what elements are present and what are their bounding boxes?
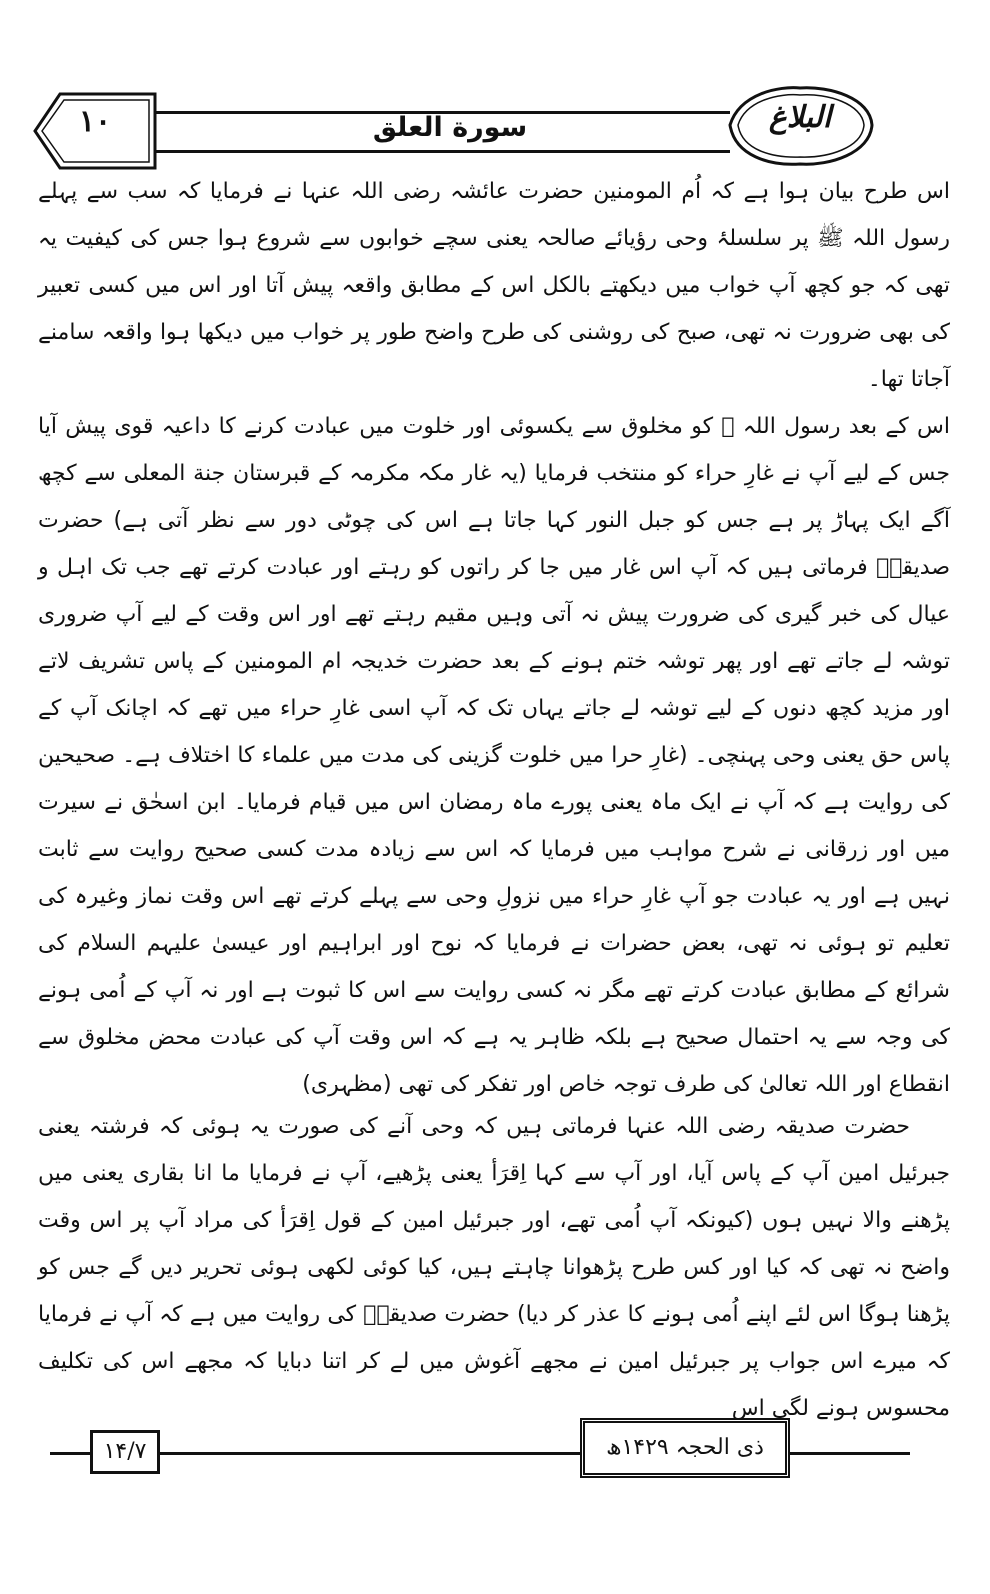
footer-rule [50, 1452, 90, 1455]
header-rule-bottom [150, 150, 730, 153]
volume-number: ۱۴/۷ [90, 1430, 160, 1474]
paragraph: اس طرح بیان ہوا ہے کہ اُم المومنین حضرت عائشہ رضی اللہ عنہا نے فرمایا کہ سب سے پہلے رسول اللہ ﷺ پر سلسلۂ وحی رؤیائے صالحہ یعنی سچے خوابوں سے شروع ہوا جس کی کیفیت یہ تھی کہ جو کچھ آپ خواب میں دیکھتے بالکل اس کے مطابق واقعہ پیش آتا اور اس میں کسی تعبیر کی بھی ضرورت نہ تھی، صبح کی روشنی کی طرح واضح طور پر خواب میں دیکھا ہوا واقعہ سامنے آجاتا تھا۔ [38, 179, 950, 392]
footer-rule [160, 1452, 580, 1455]
surah-title: سورة العلق [372, 112, 528, 143]
paragraph: حضرت صدیقہ رضی اللہ عنہا فرماتی ہیں کہ وحی آنے کی صورت یہ ہوئی کہ فرشتہ یعنی جبرئیل امین آپ کے پاس آیا، اور آپ سے کہا اِقرَأ یعنی پڑھیے، آپ نے فرمایا ما انا بقاری یعنی میں پڑھنے والا نہیں ہوں (کیونکہ آپ اُمی تھے، اور جبرئیل امین کے قول اِقرَأ کی مراد آپ پر اس وقت واضح نہ تھی کہ کیا اور کس طرح پڑھوانا چاہتے ہیں، کیا کوئی لکھی ہوئی تحریر دیں گے جس کو پڑھنا ہوگا اس لئے اپنے اُمی ہونے کا عذر کر دیا) حضرت صدیقہؓ کی روایت میں ہے کہ آپ نے فرمایا کہ میرے اس جواب پر جبرئیل امین نے مجھے آغوش میں لے کر اتنا دبایا کہ مجھے اس کی تکلیف محسوس ہونے لگی اس [38, 1114, 950, 1421]
body-text-section-2 [38, 1103, 950, 1432]
body-text-section-1 [38, 168, 950, 1108]
publication-logo: البلاغ [768, 100, 832, 135]
paragraph: اس کے بعد رسول اللہ ﷺ کو مخلوق سے یکسوئی اور خلوت میں عبادت کرنے کا داعیہ قوی پیش آیا جس کے لیے آپ نے غارِ حراء کو منتخب فرمایا (یہ غار مکہ مکرمہ کے قبرستان جنة المعلی سے کچھ آگے ایک پہاڑ پر ہے جس کو جبل النور کہا جاتا ہے اس کی چوٹی دور سے نظر آتی ہے) حضرت صدیقہؓ فرماتی ہیں کہ آپ اس غار میں جا کر راتوں کو رہتے اور عبادت کرتے تھے جب تک اہل و عیال کی خبر گیری کی ضرورت پیش نہ آتی وہیں مقیم رہتے تھے اور اس وقت کے لیے آپ ضروری توشہ لے جاتے تھے اور پھر توشہ ختم ہونے کے بعد حضرت خدیجہ ام المومنین کے پاس تشریف لاتے اور مزید کچھ دنوں کے لیے توشہ لے جاتے یہاں تک کہ آپ اسی غارِ حراء میں تھے کہ اچانک آپ کے پاس حق یعنی وحی پہنچی۔ (غارِ حرا میں خلوت گزینی کی مدت میں علماء کا اختلاف ہے۔ صحیحین کی روایت ہے کہ آپ نے ایک ماہ یعنی پورے ماہ رمضان اس میں قیام فرمایا۔ ابن اسحٰق نے سیرت میں اور زرقانی نے شرح مواہب میں فرمایا کہ اس سے زیادہ مدت کسی صحیح روایت سے ثابت نہیں ہے اور یہ عبادت جو آپ غارِ حراء میں نزولِ وحی سے پہلے کرتے تھے اس وقت نماز وغیرہ کی تعلیم تو ہوئی نہ تھی، بعض حضرات نے فرمایا کہ نوح اور ابراہیم اور عیسیٰ علیہم السلام کی شرائع کے مطابق عبادت کرتے تھے مگر نہ کسی روایت سے اس کا ثبوت ہے اور نہ آپ کے اُمی ہونے کی وجہ سے یہ احتمال صحیح ہے بلکہ ظاہر یہ ہے کہ اس وقت آپ کی عبادت محض مخلوق سے انقطاع اور اللہ تعالیٰ کی طرف توجہ خاص اور تفکر کی تھی (مظہری) [38, 414, 950, 1097]
footer-rule [790, 1452, 910, 1455]
page-number: ۱۰ [78, 104, 112, 139]
issue-date: ذی الحجہ ۱۴۲۹ھ [580, 1418, 790, 1478]
